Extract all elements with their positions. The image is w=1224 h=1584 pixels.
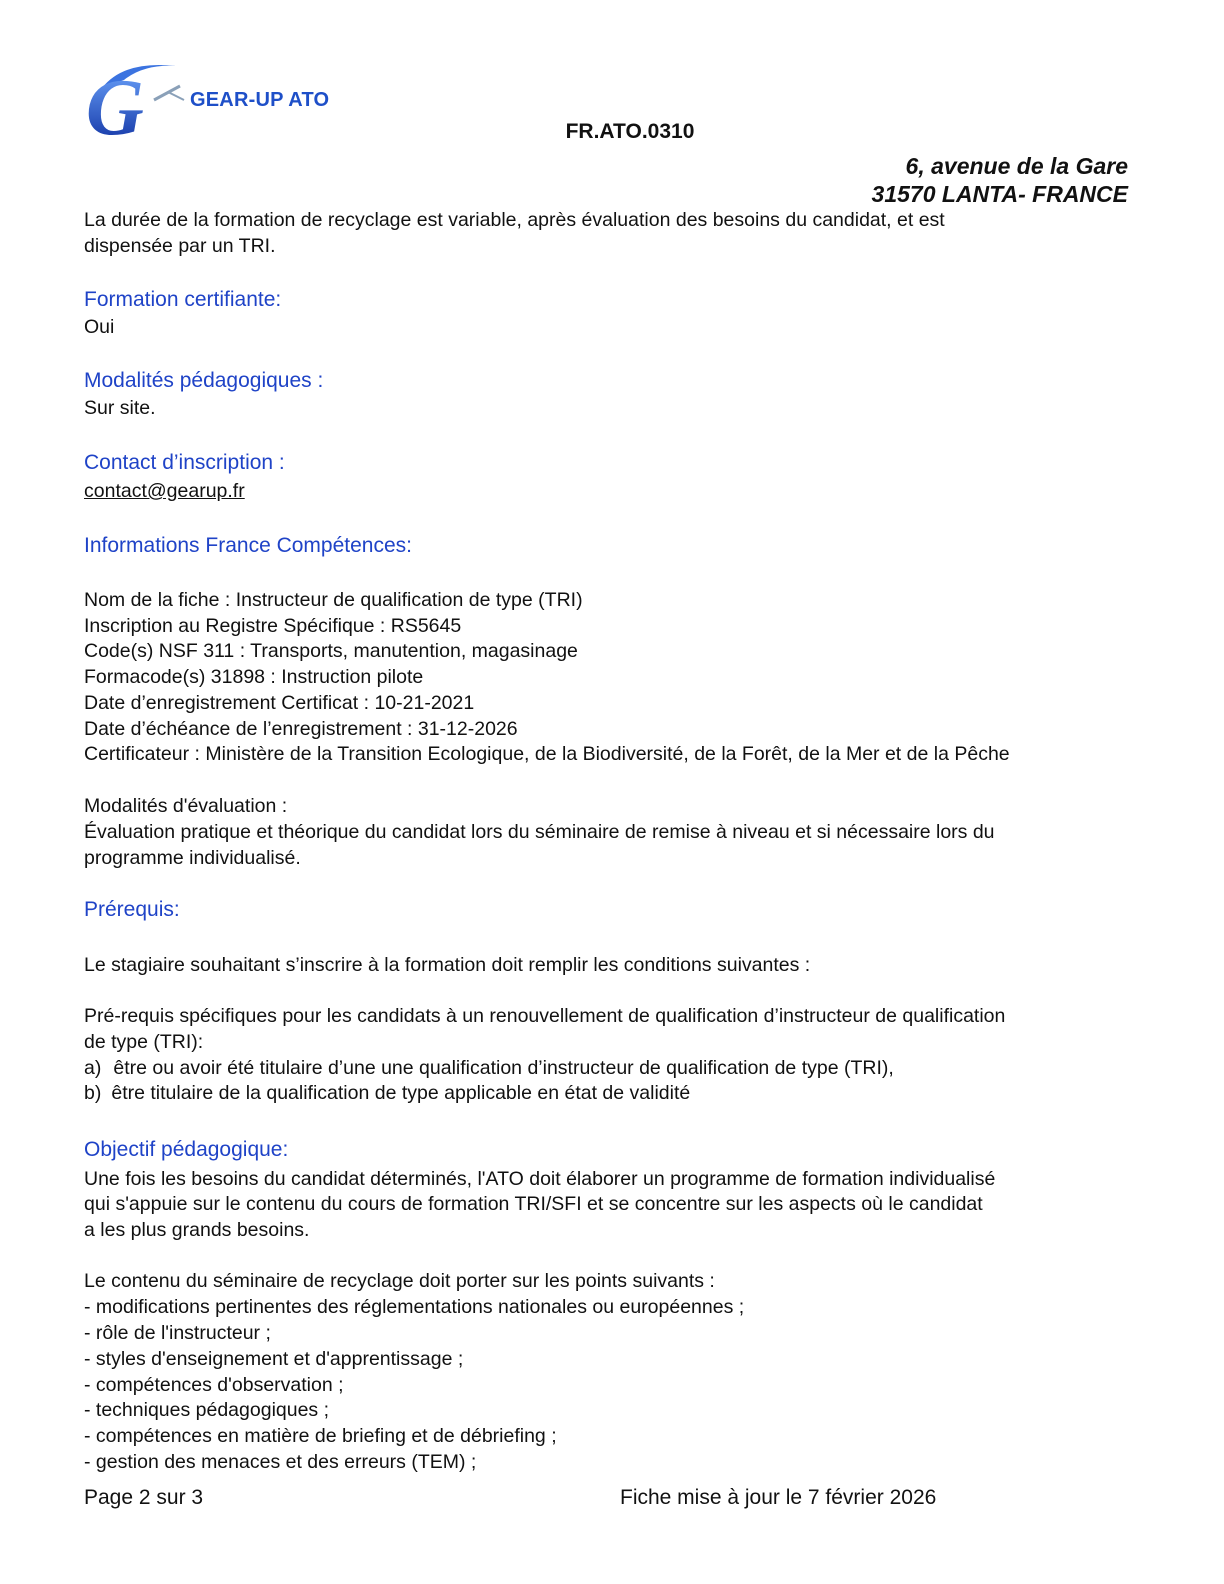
logo-letter: G [86, 64, 144, 138]
certifiante-value: Oui [84, 316, 115, 338]
seminar-point: - rôle de l'instructeur ; [84, 1322, 271, 1344]
seminar-point: - gestion des menaces et des erreurs (TEM) ; [84, 1451, 477, 1473]
seminar-point: - techniques pédagogiques ; [84, 1399, 330, 1421]
prerequis-item-a [84, 1055, 894, 1081]
heading-formation-certifiante: Formation certifiante: [84, 288, 282, 311]
eval-line-1: Évaluation pratique et théorique du candidat lors du séminaire de remise à niveau et si nécessaire lors du [84, 821, 995, 843]
heading-france-competences: Informations France Compétences: [84, 534, 412, 557]
heading-modalites-pedagogiques: Modalités pédagogiques : [84, 369, 324, 392]
document-code: FR.ATO.0310 [565, 120, 695, 143]
fc-line-inscription: Inscription au Registre Spécifique : RS5645 [84, 615, 462, 637]
heading-prerequis: Prérequis: [84, 898, 180, 921]
seminar-point: - compétences d'observation ; [84, 1374, 344, 1396]
logo-text: GEAR-UP ATO [190, 89, 330, 111]
item-a-marker: a) [84, 1057, 102, 1079]
item-b-marker: b) [84, 1082, 102, 1104]
eval-label: Modalités d'évaluation : [84, 795, 288, 817]
intro-line-2: dispensée par un TRI. [84, 235, 276, 257]
objectif-line-1: Une fois les besoins du candidat déterminés, l'ATO doit élaborer un programme de formation individualisé [84, 1168, 996, 1190]
seminar-point: - compétences en matière de briefing et de débriefing ; [84, 1425, 557, 1447]
objectif-line-2: qui s'appuie sur le contenu du cours de formation TRI/SFI et se concentre sur les aspects où le candidat [84, 1193, 983, 1215]
item-a-text: être ou avoir été titulaire d’une une qualification d’instructeur de qualification de type (TRI), [113, 1057, 894, 1079]
prerequis-item-b [84, 1080, 690, 1106]
prerequis-specific-line-2: de type (TRI): [84, 1031, 204, 1053]
footer-update-date: Fiche mise à jour le 7 février 2026 [620, 1486, 937, 1509]
intro-line-1: La durée de la formation de recyclage est variable, après évaluation des besoins du candidat, et est [84, 209, 945, 231]
contact-email-link[interactable]: contact@gearup.fr [84, 480, 245, 502]
fc-line-certificateur: Certificateur : Ministère de la Transition Ecologique, de la Biodiversité, de la Forêt, de la Mer et de la Pêche [84, 743, 1010, 765]
seminar-point: - modifications pertinentes des réglementations nationales ou européennes ; [84, 1296, 745, 1318]
objectif-line-3: a les plus grands besoins. [84, 1219, 310, 1241]
heading-contact-inscription: Contact d’inscription : [84, 451, 285, 474]
fc-line-date-echeance: Date d’échéance de l’enregistrement : 31-12-2026 [84, 718, 518, 740]
address-line-street: 6, avenue de la Gare [905, 153, 1128, 179]
seminar-intro: Le contenu du séminaire de recyclage doit porter sur les points suivants : [84, 1270, 715, 1292]
item-b-text: être titulaire de la qualification de type applicable en état de validité [111, 1082, 691, 1104]
prerequis-specific-line-1: Pré-requis spécifiques pour les candidats à un renouvellement de qualification d’instructeur de qualification [84, 1005, 1006, 1027]
fc-line-formacode: Formacode(s) 31898 : Instruction pilote [84, 666, 424, 688]
eval-line-2: programme individualisé. [84, 847, 301, 869]
footer-page-number: Page 2 sur 3 [84, 1486, 204, 1509]
modalites-value: Sur site. [84, 397, 156, 419]
prerequis-intro: Le stagiaire souhaitant s’inscrire à la formation doit remplir les conditions suivantes : [84, 954, 811, 976]
seminar-point: - styles d'enseignement et d'apprentissage ; [84, 1348, 464, 1370]
heading-objectif-pedagogique: Objectif pédagogique: [84, 1138, 289, 1161]
fc-line-nom-fiche: Nom de la fiche : Instructeur de qualification de type (TRI) [84, 589, 583, 611]
fc-line-nsf: Code(s) NSF 311 : Transports, manutention, magasinage [84, 640, 578, 662]
fc-line-date-enregistrement: Date d’enregistrement Certificat : 10-21-2021 [84, 692, 475, 714]
address-block [872, 152, 1128, 208]
address-line-city: 31570 LANTA- FRANCE [871, 181, 1128, 207]
